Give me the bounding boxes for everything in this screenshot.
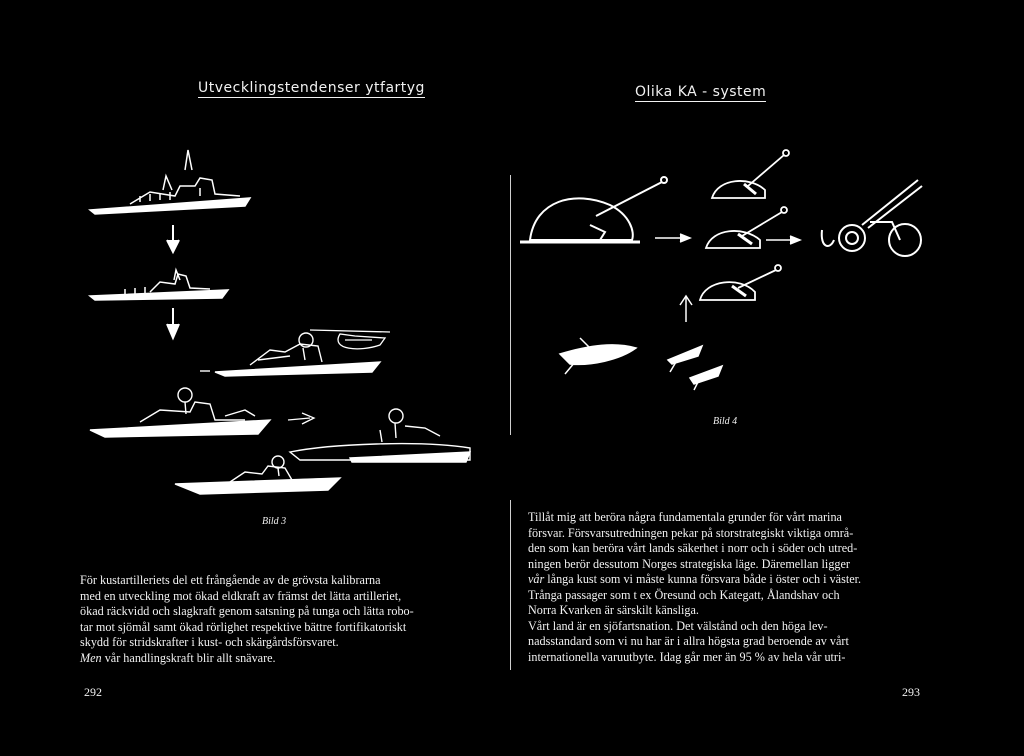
right-paragraph-line: ningen berör dessutom Norges strategiska läge. Däremellan ligger xyxy=(528,556,850,571)
right-body-text xyxy=(528,510,948,665)
missile-sketch xyxy=(668,346,702,372)
left-paragraph-line: tar mot sjömål samt ökad rörlighet respektive bättre fortifikatoriskt xyxy=(80,619,407,634)
turret-sketch xyxy=(706,207,787,248)
right-paragraph-line: nadsstandard som vi nu har är i allra högsta grad beroende av vårt xyxy=(528,634,849,648)
left-page-number: 292 xyxy=(84,685,102,699)
missile-sketch xyxy=(560,338,636,374)
turret-sketch xyxy=(700,265,781,300)
right-paragraph-line: internationella varuutbyte. Idag går mer än 95 % av hela vår utri- xyxy=(528,649,846,664)
turret-sketch xyxy=(712,150,789,198)
arrow-right-icon xyxy=(655,234,690,242)
fortified-gun-dome-sketch xyxy=(520,177,667,242)
right-paragraph-line: Tillåt mig att beröra några fundamentala grunder för vårt marina xyxy=(528,510,842,524)
right-paragraph-line: Norra Kvarken är särskilt känsliga. xyxy=(528,603,699,617)
field-gun-sketch xyxy=(822,180,922,256)
right-page-number: 293 xyxy=(902,685,920,699)
right-figure-caption: Bild 4 xyxy=(713,416,738,427)
left-figure-caption: Bild 3 xyxy=(262,516,287,527)
emphasis-text: vår xyxy=(528,572,545,586)
left-paragraph-line: ökad räckvidd och slagkraft genom satsning på tunga och lätta robo- xyxy=(80,604,414,618)
right-paragraph-line-rest: långa kust som vi måste kunna försvara både i öster och i väster. xyxy=(544,572,862,586)
left-paragraph-line: med en utveckling mot ökad eldkraft av främst det lätta artilleriet, xyxy=(80,588,402,603)
arrow-down-icon xyxy=(680,296,692,322)
emphasis-text: Men xyxy=(80,650,102,665)
right-paragraph-line: Vårt land är en sjöfartsnation. Det välstånd och den höga lev- xyxy=(528,618,828,633)
arrow-right-icon xyxy=(766,236,800,244)
missile-sketch xyxy=(690,366,722,390)
left-paragraph-line: skydd för stridskrafter i kust- och skärgårdsförsvaret. xyxy=(80,635,339,649)
left-paragraph-line: För kustartilleriets del ett frångående av de grövsta kalibrarna xyxy=(80,573,381,587)
right-paragraph-line: försvar. Försvarsutredningen pekar på storstrategiskt viktiga områ- xyxy=(528,525,854,540)
right-paragraph-line xyxy=(528,572,948,588)
right-paragraph-line: Trånga passager som t ex Öresund och Kategatt, Ålandshav och xyxy=(528,587,840,602)
right-page-heading: Olika KA - system xyxy=(635,84,767,100)
left-page-heading: Utvecklingstendenser ytfartyg xyxy=(198,80,425,96)
right-paragraph-line: den som kan beröra vårt lands säkerhet i norr och i söder och utred- xyxy=(528,541,858,555)
left-last-line-rest: vår handlingskraft blir allt snävare. xyxy=(101,650,276,665)
